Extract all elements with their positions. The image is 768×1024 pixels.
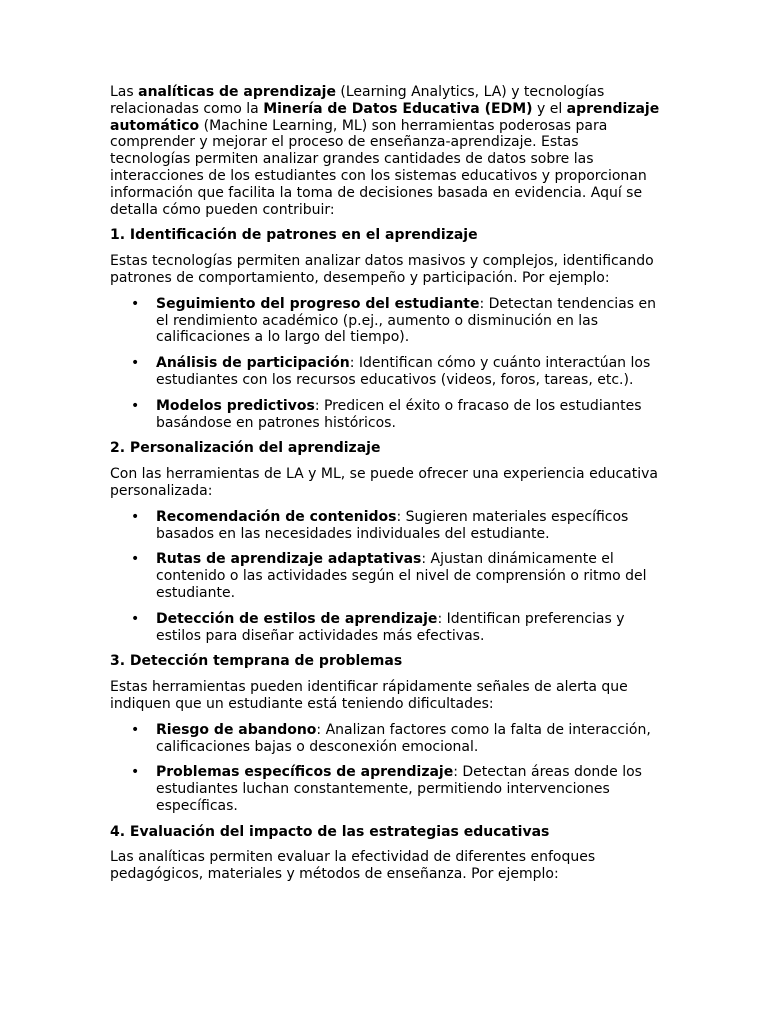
intro-bold-term: analíticas de aprendizaje xyxy=(138,84,336,100)
list-item-desc: : Ajustan dinámicamente el contenido o las actividades según el nivel de comprensión o ritmo del estudiante. xyxy=(156,551,647,601)
section-heading: 4. Evaluación del impacto de las estrategias educativas xyxy=(110,823,550,840)
list-item-desc: : Detectan áreas donde los estudiantes luchan constantemente, permitiendo intervenciones específicas. xyxy=(156,764,642,814)
section-heading: 2. Personalización del aprendizaje xyxy=(110,440,381,457)
bullet-icon: • xyxy=(131,764,140,781)
section-paragraph: Con las herramientas de LA y ML, se puede ofrecer una experiencia educativa personalizada: xyxy=(110,466,658,499)
bullet-icon: • xyxy=(131,295,140,312)
section-heading: 1. Identificación de patrones en el aprendizaje xyxy=(110,227,478,244)
section-heading: 3. Detección temprana de problemas xyxy=(110,653,403,670)
list-item xyxy=(131,721,660,756)
list-item-term: Análisis de participación xyxy=(156,355,350,372)
bullet-list xyxy=(110,509,660,645)
list-item-desc: : Predicen el éxito o fracaso de los estudiantes basándose en patrones históricos. xyxy=(156,397,642,431)
list-item xyxy=(131,355,660,389)
section-paragraph: Estas tecnologías permiten analizar datos masivos y complejos, identificando patrones de comportamiento, desempeño y participación. Por ejemplo: xyxy=(110,253,654,286)
list-item-desc: : Analizan factores como la falta de interacción, calificaciones bajas o desconexión emocional. xyxy=(156,721,651,755)
list-item-term: Problemas específicos de aprendizaje xyxy=(156,764,454,781)
list-item xyxy=(131,610,660,645)
list-item xyxy=(131,764,660,814)
list-item xyxy=(131,397,660,432)
list-item-term: Riesgo de abandono xyxy=(156,721,317,738)
document-page xyxy=(110,84,660,892)
list-item-term: Seguimiento del progreso del estudiante xyxy=(156,295,480,312)
bullet-icon: • xyxy=(131,721,140,738)
section-paragraph: Las analíticas permiten evaluar la efectividad de diferentes enfoques pedagógicos, materiales y métodos de enseñanza. Por ejemplo: xyxy=(110,849,596,883)
intro-bold-term: Minería de Datos Educativa (EDM) xyxy=(263,100,533,117)
list-item xyxy=(131,551,660,601)
list-item-term: Modelos predictivos xyxy=(156,397,315,414)
list-item xyxy=(131,295,660,346)
list-item-term: Recomendación de contenidos xyxy=(156,508,397,525)
bullet-list xyxy=(110,296,660,432)
bullet-icon: • xyxy=(131,610,140,627)
list-item-desc: : Identifican preferencias y estilos para diseñar actividades más efectivas. xyxy=(156,610,625,644)
list-item-term: Rutas de aprendizaje adaptativas xyxy=(156,551,422,568)
bullet-icon: • xyxy=(131,551,140,568)
list-item-term: Detección de estilos de aprendizaje xyxy=(156,610,438,627)
list-item-desc: : Sugieren materiales específicos basados en las necesidades individuales del estudiante. xyxy=(156,508,629,542)
list-item-desc: : Detectan tendencias en el rendimiento académico (p.ej., aumento o disminución en las calificaciones a lo largo del tiempo). xyxy=(156,295,656,346)
section-paragraph: Estas herramientas pueden identificar rápidamente señales de alerta que indiquen que un estudiante está teniendo dificultades: xyxy=(110,679,628,712)
bullet-icon: • xyxy=(131,355,140,372)
list-item-desc: : Identifican cómo y cuánto interactúan los estudiantes con los recursos educativos (videos, foros, tareas, etc.). xyxy=(156,355,651,388)
bullet-list xyxy=(110,722,660,815)
intro-bold-term: aprendizaje automático xyxy=(110,100,660,134)
bullet-icon: • xyxy=(131,508,140,525)
bullet-icon: • xyxy=(131,397,140,414)
list-item xyxy=(131,508,660,543)
intro-paragraph: Las analíticas de aprendizaje (Learning Analytics, LA) y tecnologías relacionadas como la Minería de Datos Educativa (EDM) y el aprendizaje automático (Machine Learning, ML) son herramientas poderosas para comprender y mejorar el proceso de enseñanza-aprendizaje. Estas tecnologías permiten analizar grandes cantidades de datos sobre las interacciones de los estudiantes con los sistemas educativos y proporcionan información que facilita la toma de decisiones basada en evidencia. Aquí se detalla cómo pueden contribuir: xyxy=(110,84,660,218)
